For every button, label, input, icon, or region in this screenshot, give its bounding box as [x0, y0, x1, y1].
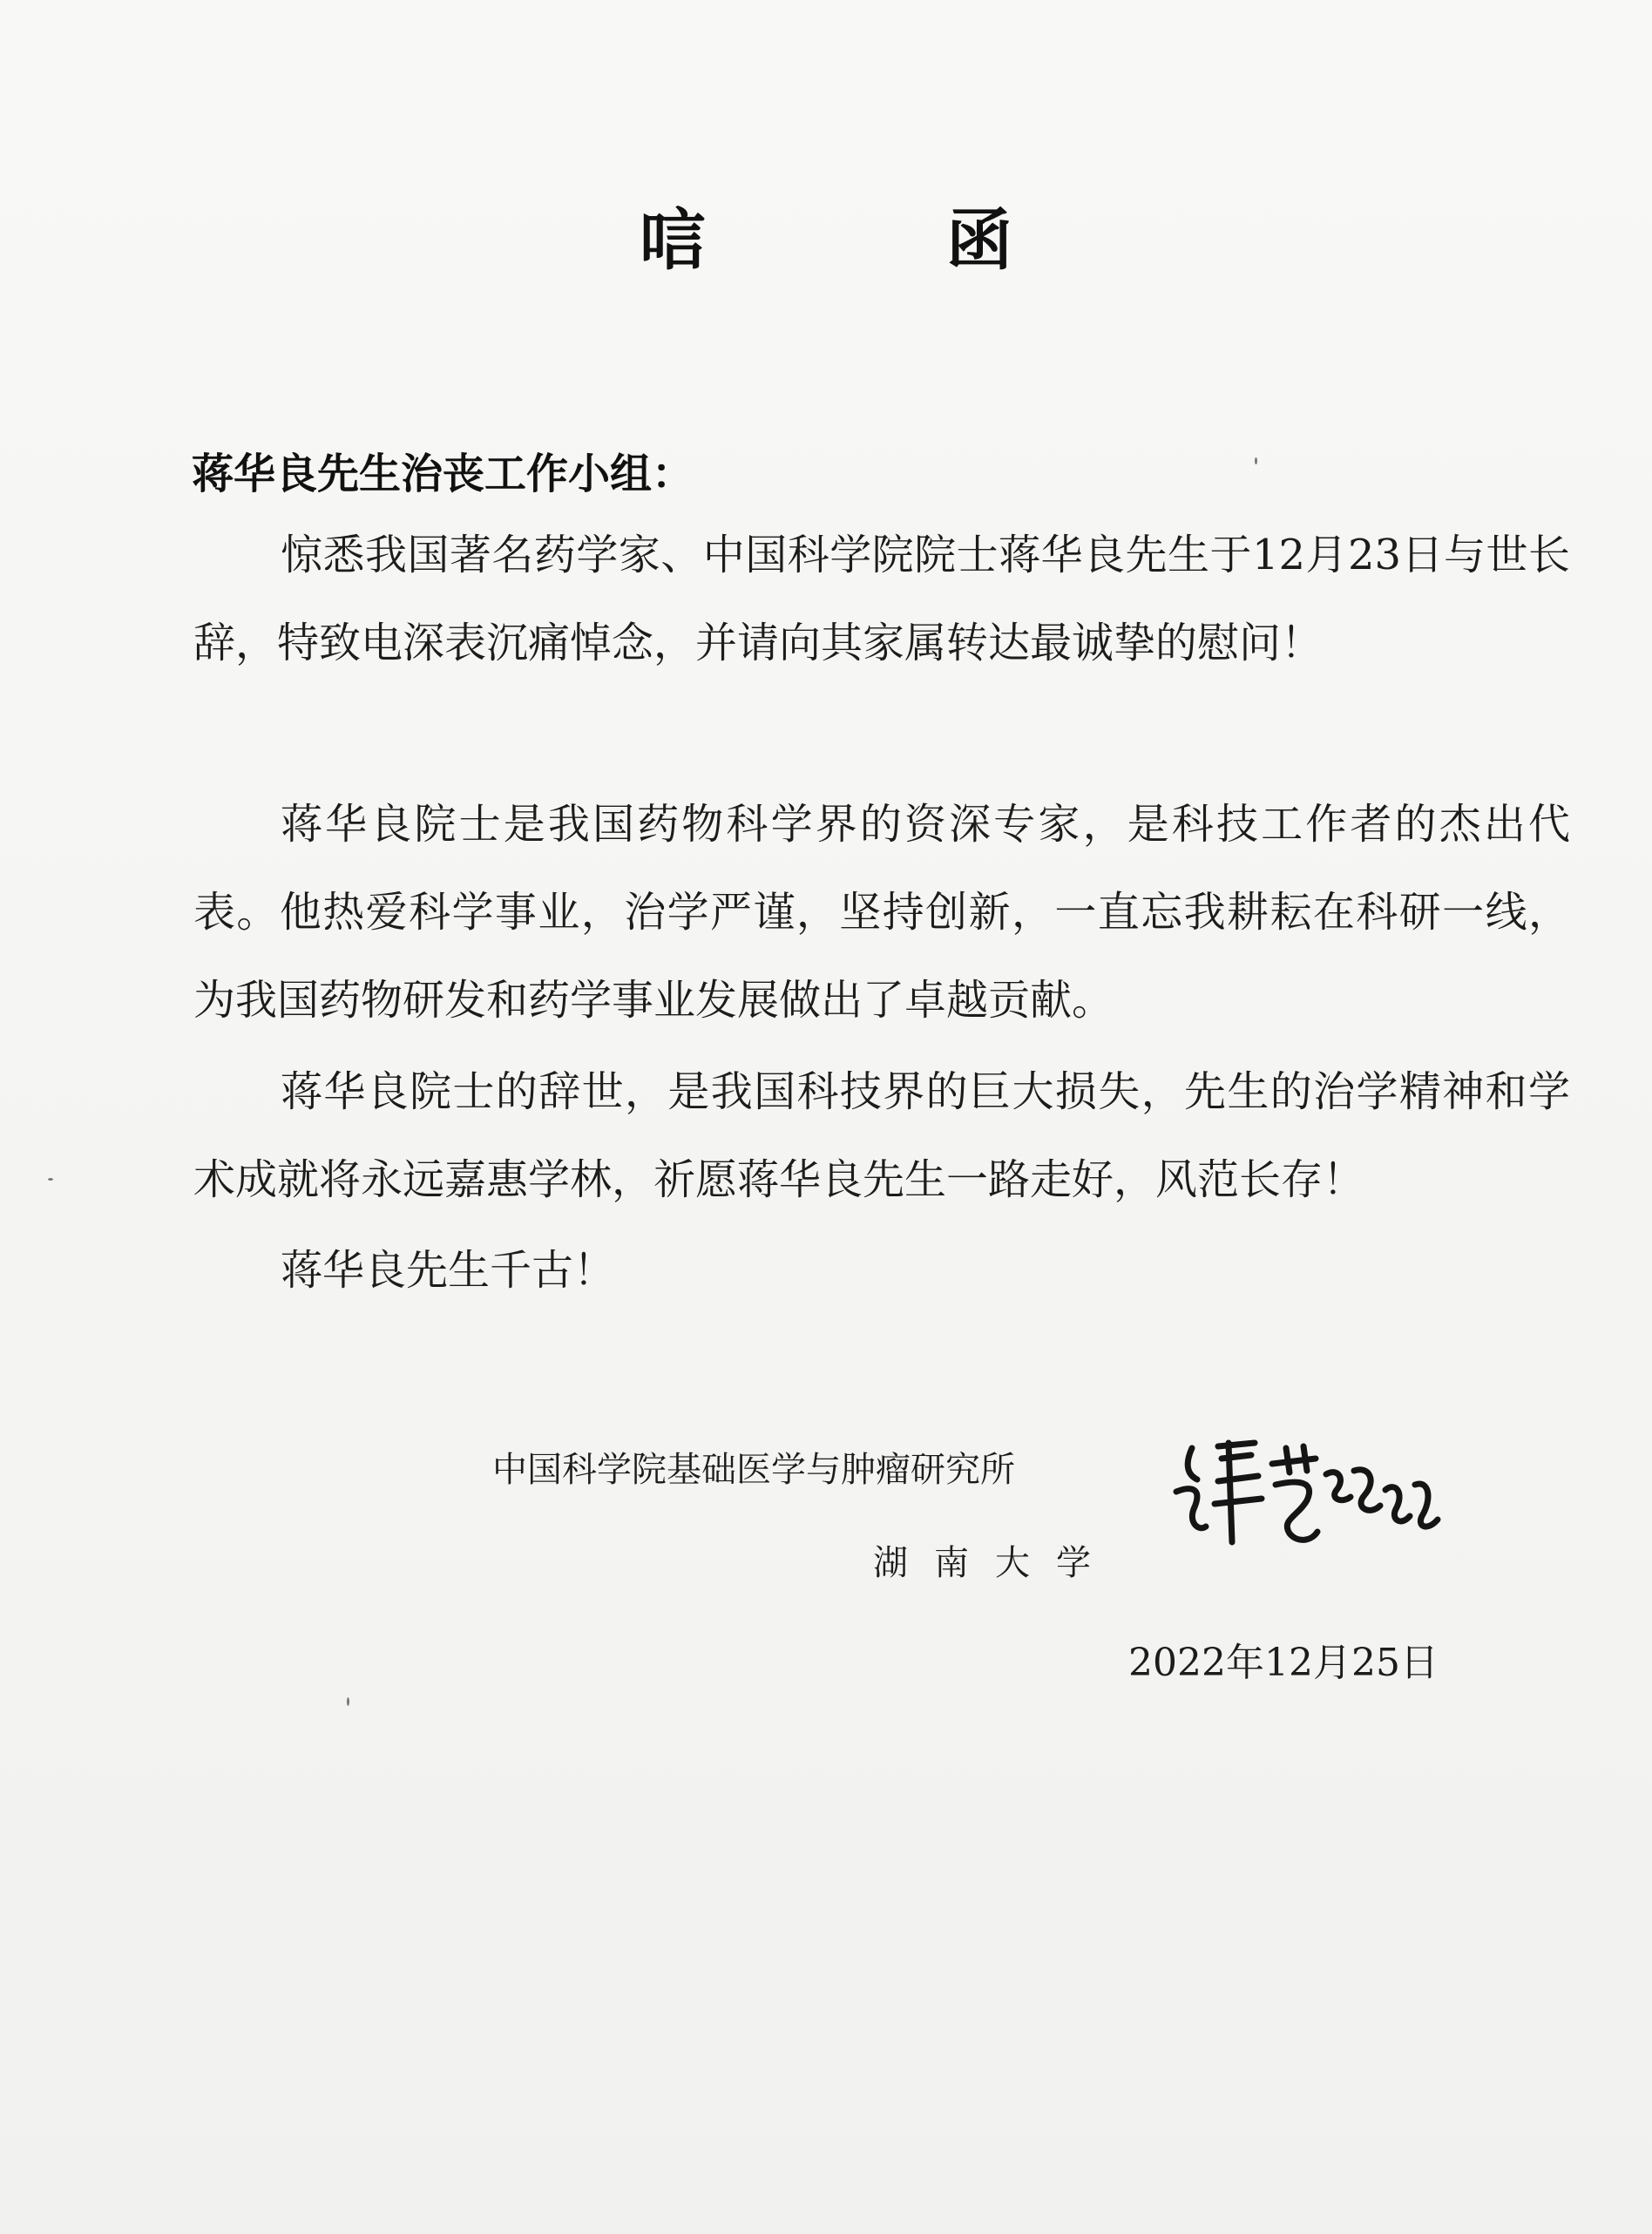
paper-speck — [347, 1697, 349, 1706]
handwritten-signature — [1168, 1429, 1455, 1577]
paper-speck — [1255, 457, 1257, 464]
paragraph-farewell: 蒋华良先生千古！ — [281, 1246, 616, 1295]
document-title: 唁 函 — [640, 201, 1100, 279]
paragraph-condolence: 惊悉我国著名药学家、中国科学院院士蒋华良先生于12月23日与世长辞，特致电深表沉痛悼念，并请向其家属转达最诚挚的慰问！ — [193, 531, 1570, 667]
sender-university: 湖南大学 — [873, 1543, 1117, 1583]
salutation: 蒋华良先生治丧工作小组： — [192, 450, 694, 498]
paragraph-tribute: 蒋华良院士是我国药物科学界的资深专家，是科技工作者的杰出代表。他热爱科学事业，治学严谨，坚持创新，一直忘我耕耘在科研一线，为我国药物研发和药学事业发展做出了卓越贡献。 — [193, 800, 1570, 1025]
paragraph-loss: 蒋华良院士的辞世，是我国科技界的巨大损失，先生的治学精神和学术成就将永远嘉惠学林，祈愿蒋华良先生一路走好，风范长存！ — [193, 1067, 1570, 1204]
paper-speck — [48, 1178, 53, 1181]
letter-date: 2022年12月25日 — [1128, 1641, 1439, 1685]
sender-institute: 中国科学院基础医学与肿瘤研究所 — [492, 1450, 1015, 1490]
